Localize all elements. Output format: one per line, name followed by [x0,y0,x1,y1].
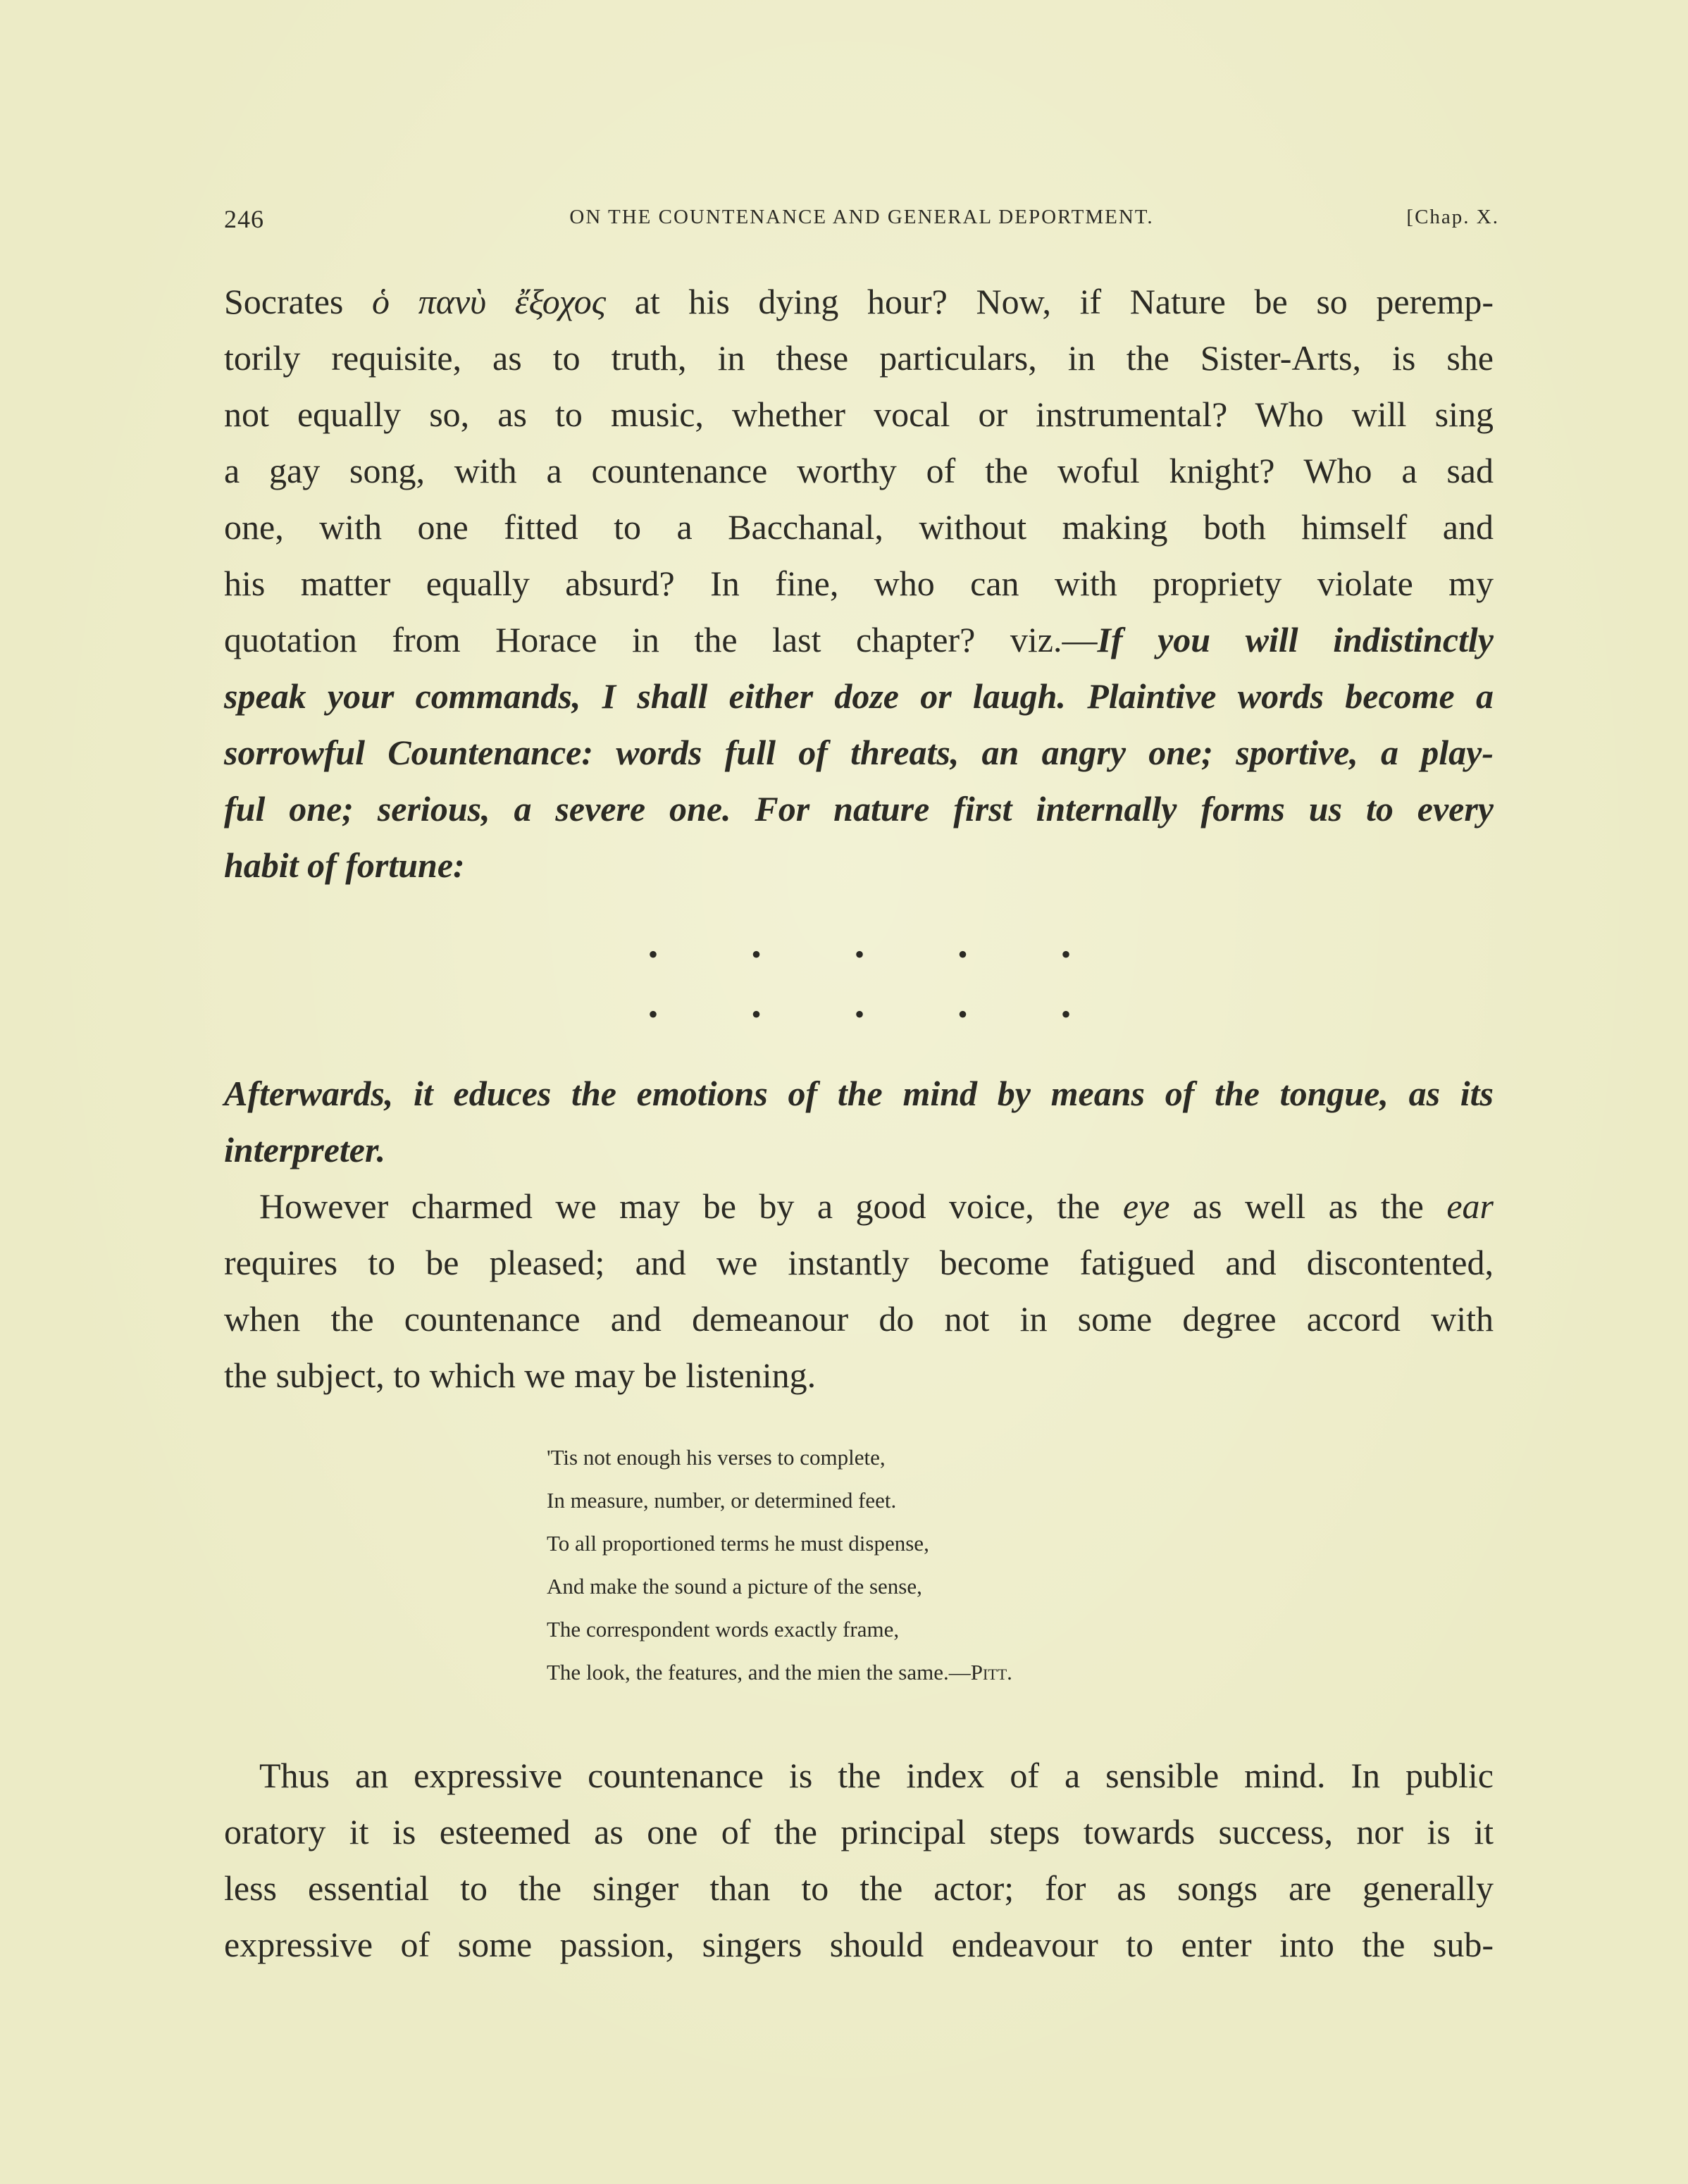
ellipsis-dot: • [854,998,864,1030]
para1-line: not equally so, as to music, whether vocal or instrumental? Who will sing [224,395,1494,434]
para2-line: interpreter. [224,1130,386,1169]
ellipsis-dot: • [1060,998,1071,1030]
ellipsis-dot: • [1060,938,1071,970]
verse-line: 'Tis not enough his verses to complete, [547,1445,886,1470]
para4-line: less essential to the singer than to the actor; for as songs are generally [224,1868,1494,1908]
quotation-line: sorrowful Countenance: words full of threats, an angry one; sportive, a play- [224,733,1494,772]
quotation-line: habit of fortune: [224,845,465,885]
para4-line: oratory it is esteemed as one of the principal steps towards success, nor is it [224,1812,1494,1851]
text-span: Socrates [224,282,373,321]
verse-line: In measure, number, or determined feet. [547,1488,897,1513]
para3-line: when the countenance and demeanour do not in some degree accord with [224,1299,1494,1339]
ellipsis-dot: • [751,938,762,970]
ellipsis-dot: • [957,938,968,970]
emphasis-word: eye [1122,1186,1170,1226]
para4-line: expressive of some passion, singers should endeavour to enter into the sub- [224,1925,1494,1964]
quotation-line: ful one; serious, a severe one. For nature first internally forms us to every [224,789,1494,829]
para1-line [224,273,1494,330]
text-span: quotation from Horace in the last chapter? viz.— [224,620,1098,659]
quotation-line: speak your commands, I shall either doze or laugh. Plaintive words become a [224,676,1494,716]
chapter-label: [Chap. X. [1406,206,1499,228]
para4-line: Thus an expressive countenance is the index of a sensible mind. In public [259,1756,1494,1795]
quotation-text: If you will indistinctly [1097,620,1494,659]
verse-line: To all proportioned terms he must dispense, [547,1531,929,1556]
emphasis-word: ear [1446,1186,1494,1226]
para1-line [224,612,1494,668]
running-title: ON THE COUNTENANCE AND GENERAL DEPORTMENT. [569,206,1154,228]
verse-line [547,1651,1181,1694]
para1-line: torily requisite, as to truth, in these particulars, in the Sister-Arts, is she [224,338,1494,378]
text-span: However charmed we may be by a good voice, the [259,1186,1123,1226]
running-header [224,204,1499,232]
ellipsis-row [648,1000,1071,1029]
para1-line: his matter equally absurd? In fine, who can with propriety violate my [224,564,1494,603]
text-span: as well as the [1169,1186,1447,1226]
ellipsis-dot: • [854,938,864,970]
verse-attribution: Pitt. [970,1660,1012,1684]
ellipsis-dot: • [957,998,968,1030]
para1-line: one, with one fitted to a Bacchanal, without making both himself and [224,507,1494,547]
ellipsis-dot: • [751,998,762,1030]
verse-line: The correspondent words exactly frame, [547,1617,900,1642]
ellipsis-dot: • [648,998,659,1030]
ellipsis-dot: • [648,938,659,970]
para3-line: the subject, to which we may be listening. [224,1355,817,1395]
page-number: 246 [224,205,264,233]
text-span: at his dying hour? Now, if Nature be so peremp- [606,282,1494,321]
para2-line: Afterwards, it educes the emotions of the mind by means of the tongue, as its [224,1074,1494,1113]
text-span: The look, the features, and the mien the same.— [547,1660,971,1684]
ellipsis-row [648,938,1071,970]
verse-quotation [547,1436,1181,1694]
verse-line: And make the sound a picture of the sense, [547,1574,922,1599]
greek-phrase: ὁ πανὺ ἔξοχος [372,282,607,321]
para3-line [224,1178,1494,1234]
para3-line: requires to be pleased; and we instantly become fatigued and discontented, [224,1243,1494,1282]
para1-line: a gay song, with a countenance worthy of the woful knight? Who a sad [224,451,1494,490]
